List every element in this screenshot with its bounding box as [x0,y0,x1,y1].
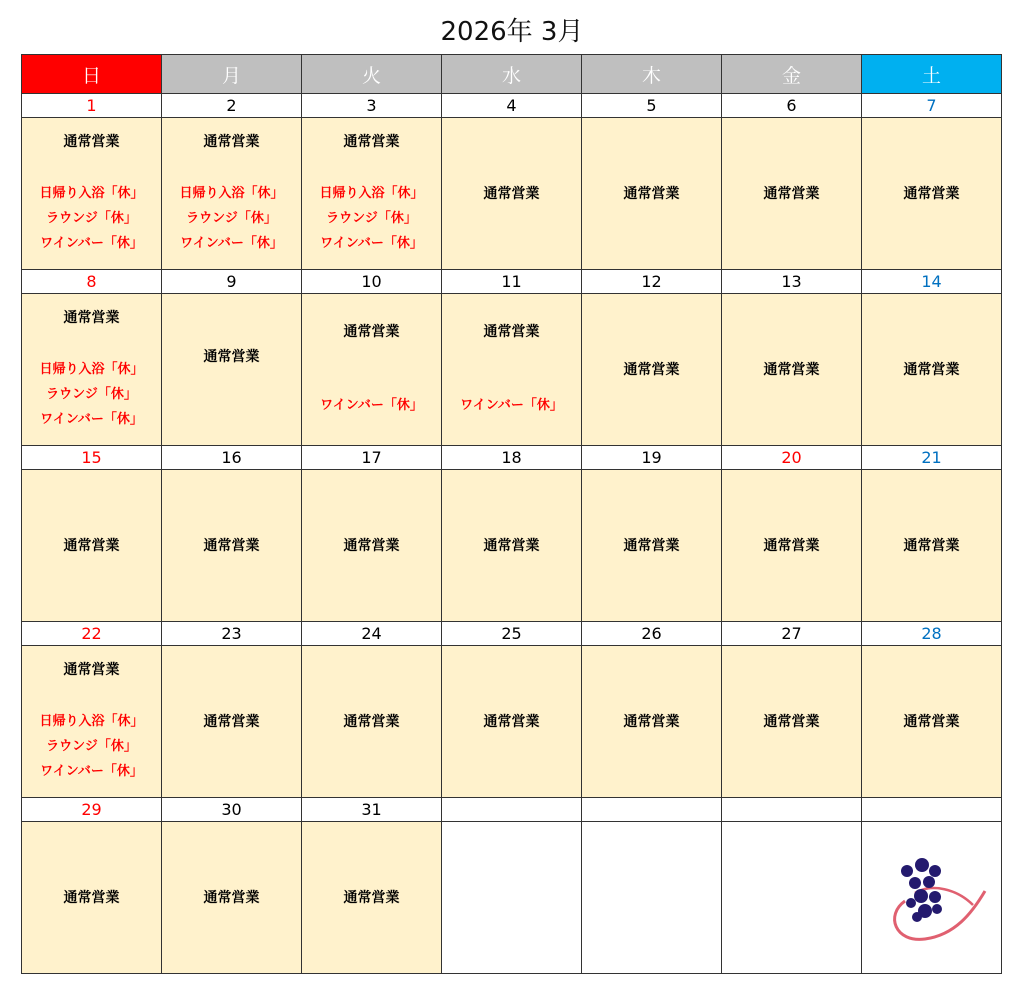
status-label: 通常営業 [63,537,120,554]
date-number: 31 [302,798,442,822]
date-number-empty [582,798,722,822]
status-label: 通常営業 [903,537,960,554]
week-3-dates [22,446,1002,470]
note-bath-closed: 日帰り入浴「休」 [39,714,144,729]
status-label: 通常営業 [343,713,400,730]
date-number-empty [722,798,862,822]
date-number: 5 [582,94,722,118]
weekday-thu: 木 [582,55,722,94]
day-cell [722,294,862,446]
day-cell [442,470,582,622]
status-label: 通常営業 [343,324,400,340]
date-number: 22 [22,622,162,646]
week-5-cells [22,822,1002,974]
day-cell [862,118,1002,270]
day-cell [722,470,862,622]
week-2-cells [22,294,1002,446]
week-4-cells [22,646,1002,798]
note-bath-closed: 日帰り入浴「休」 [319,186,424,201]
status-label: 通常営業 [763,361,820,378]
date-number: 25 [442,622,582,646]
day-cell [22,646,162,798]
day-cell [162,822,302,974]
status-label: 通常営業 [63,662,120,678]
day-cell [862,646,1002,798]
grape-swirl-logo-icon [877,853,987,943]
date-number: 2 [162,94,302,118]
date-number: 23 [162,622,302,646]
date-number: 21 [862,446,1002,470]
note-winebar-closed: ワインバー「休」 [180,236,283,251]
week-3-cells [22,470,1002,622]
date-number: 14 [862,270,1002,294]
day-cell [162,470,302,622]
status-label: 通常営業 [343,134,400,150]
weekday-fri: 金 [722,55,862,94]
note-winebar-closed: ワインバー「休」 [320,398,423,413]
day-cell [302,118,442,270]
day-cell [582,470,722,622]
note-lounge-closed: ラウンジ「休」 [46,387,137,402]
note-winebar-closed: ワインバー「休」 [40,764,143,779]
week-1-dates [22,94,1002,118]
date-number: 3 [302,94,442,118]
status-label: 通常営業 [903,361,960,378]
note-winebar-closed: ワインバー「休」 [320,236,423,251]
status-label: 通常営業 [63,889,120,906]
weekday-sun: 日 [22,55,162,94]
date-number: 7 [862,94,1002,118]
date-number: 9 [162,270,302,294]
note-lounge-closed: ラウンジ「休」 [186,211,277,226]
day-cell [582,118,722,270]
date-number-empty [442,798,582,822]
status-label: 通常営業 [483,537,540,554]
status-label: 通常営業 [203,349,260,365]
day-cell [442,118,582,270]
day-cell [442,646,582,798]
status-label: 通常営業 [483,713,540,730]
status-label: 通常営業 [903,185,960,202]
note-winebar-closed: ワインバー「休」 [40,412,143,427]
status-label: 通常営業 [343,889,400,906]
date-number: 10 [302,270,442,294]
date-number: 1 [22,94,162,118]
day-cell [162,294,302,446]
date-number: 29 [22,798,162,822]
status-label: 通常営業 [63,310,120,326]
note-bath-closed: 日帰り入浴「休」 [179,186,284,201]
day-cell [22,822,162,974]
day-cell [442,294,582,446]
note-lounge-closed: ラウンジ「休」 [46,211,137,226]
status-label: 通常営業 [903,713,960,730]
note-lounge-closed: ラウンジ「休」 [46,739,137,754]
date-number: 6 [722,94,862,118]
logo-cell [862,822,1002,974]
date-number: 30 [162,798,302,822]
day-cell [22,118,162,270]
status-label: 通常営業 [343,537,400,554]
status-label: 通常営業 [483,324,540,340]
day-cell [722,118,862,270]
day-cell [302,822,442,974]
status-label: 通常営業 [203,889,260,906]
status-label: 通常営業 [203,537,260,554]
day-cell [722,646,862,798]
weekday-tue: 火 [302,55,442,94]
empty-cell [582,822,722,974]
date-number: 20 [722,446,862,470]
status-label: 通常営業 [623,537,680,554]
date-number: 16 [162,446,302,470]
date-number: 11 [442,270,582,294]
week-1-cells [22,118,1002,270]
date-number: 26 [582,622,722,646]
weekday-sat: 土 [862,55,1002,94]
date-number-empty [862,798,1002,822]
note-winebar-closed: ワインバー「休」 [460,398,563,413]
day-cell [302,294,442,446]
calendar-title: 2026年 3月 [440,17,584,47]
week-5-dates [22,798,1002,822]
date-number: 4 [442,94,582,118]
day-cell [22,294,162,446]
date-number: 8 [22,270,162,294]
status-label: 通常営業 [483,185,540,202]
day-cell [862,294,1002,446]
weekday-wed: 水 [442,55,582,94]
date-number: 28 [862,622,1002,646]
day-cell [22,470,162,622]
date-number: 17 [302,446,442,470]
day-cell [862,470,1002,622]
empty-cell [722,822,862,974]
note-lounge-closed: ラウンジ「休」 [326,211,417,226]
status-label: 通常営業 [623,713,680,730]
week-2-dates [22,270,1002,294]
empty-cell [442,822,582,974]
status-label: 通常営業 [63,134,120,150]
date-number: 12 [582,270,722,294]
date-number: 24 [302,622,442,646]
day-cell [582,646,722,798]
day-cell [582,294,722,446]
date-number: 15 [22,446,162,470]
calendar-grid [21,54,1002,974]
note-bath-closed: 日帰り入浴「休」 [39,362,144,377]
status-label: 通常営業 [203,134,260,150]
weekday-header-row [22,55,1002,94]
day-cell [302,470,442,622]
status-label: 通常営業 [623,185,680,202]
status-label: 通常営業 [763,185,820,202]
day-cell [162,646,302,798]
day-cell [162,118,302,270]
date-number: 27 [722,622,862,646]
day-cell [302,646,442,798]
note-winebar-closed: ワインバー「休」 [40,236,143,251]
note-bath-closed: 日帰り入浴「休」 [39,186,144,201]
status-label: 通常営業 [623,361,680,378]
status-label: 通常営業 [203,713,260,730]
status-label: 通常営業 [763,537,820,554]
date-number: 18 [442,446,582,470]
date-number: 19 [582,446,722,470]
date-number: 13 [722,270,862,294]
weekday-mon: 月 [162,55,302,94]
week-4-dates [22,622,1002,646]
status-label: 通常営業 [763,713,820,730]
